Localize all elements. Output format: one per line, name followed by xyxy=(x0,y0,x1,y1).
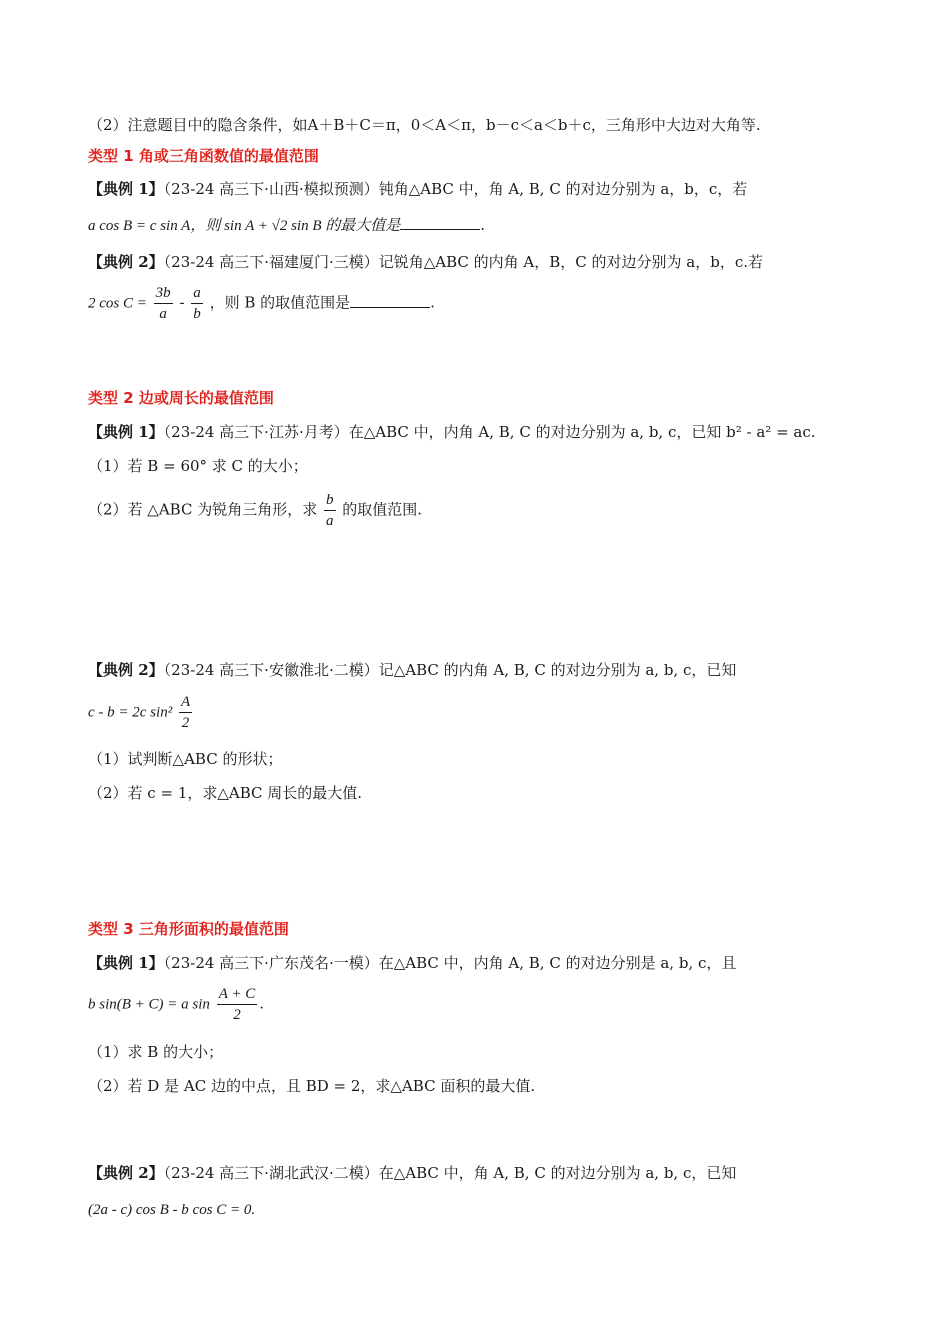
type3-ex1-equation xyxy=(88,984,264,1025)
type3-ex1-text: （23-24 高三下·广东茂名·一模）在△ABC 中，内角 A, B, C 的对边分别是 a, b, c，且 xyxy=(163,954,737,972)
eq-prefix: 2 cos C = xyxy=(88,295,147,312)
type1-title: 类型 1 角或三角函数值的最值范围 xyxy=(88,147,319,165)
type1-ex2-text: （23-24 高三下·福建厦门·三模）记锐角△ABC 的内角 A，B，C 的对边分别为 a，b，c.若 xyxy=(163,253,763,271)
example-label: 【典例 2】 xyxy=(88,1164,164,1182)
eq-suffix: ，则 B 的取值范围是 xyxy=(209,293,351,312)
type3-ex1-q1: （1）求 B 的大小； xyxy=(88,1043,224,1061)
fraction-A-2 xyxy=(179,692,192,733)
fraction-3b-a xyxy=(154,283,173,324)
equation: (2a - c) cos B - b cos C = 0. xyxy=(88,1202,256,1218)
type3-ex1-line1 xyxy=(88,952,736,974)
type2-ex1-q1: （1）若 B = 60° 求 C 的大小； xyxy=(88,457,308,475)
type1-ex1-text: （23-24 高三下·山西·模拟预测）钝角△ABC 中，角 A, B, C 的对边分别为 a，b，c，若 xyxy=(163,180,748,198)
type2-ex2-q1: （1）试判断△ABC 的形状； xyxy=(88,750,283,768)
type2-ex1-q2 xyxy=(88,490,422,531)
type2-ex2-q2: （2）若 c = 1，求△ABC 周长的最大值. xyxy=(88,784,363,802)
type1-ex1-line2 xyxy=(88,214,485,237)
example-label: 【典例 1】 xyxy=(88,180,164,198)
type2-ex2-equation xyxy=(88,692,194,733)
type1-ex2-line2 xyxy=(88,283,435,324)
q2-prefix: （2）若 △ABC 为锐角三角形，求 xyxy=(88,500,318,519)
fraction-a-b xyxy=(191,283,203,324)
type3-ex2-equation xyxy=(88,1198,255,1221)
type3-ex1-q2: （2）若 D 是 AC 边的中点，且 BD = 2，求△ABC 面积的最大值. xyxy=(88,1077,536,1095)
answer-blank xyxy=(400,215,480,230)
example-label: 【典例 2】 xyxy=(88,253,164,271)
type1-ex2-line1 xyxy=(88,251,763,273)
period: . xyxy=(480,216,486,234)
eq-prefix: b sin(B + C) = a sin xyxy=(88,996,210,1013)
type3-ex2-line1 xyxy=(88,1162,736,1184)
frac-den: 2 xyxy=(181,715,190,731)
example-label: 【典例 1】 xyxy=(88,954,164,972)
type2-ex1-text: （23-24 高三下·江苏·月考）在△ABC 中，内角 A, B, C 的对边分别为 a, b, c，已知 b² - a² = ac. xyxy=(163,423,816,441)
type3-ex2-text: （23-24 高三下·湖北武汉·二模）在△ABC 中，角 A, B, C 的对边分别为 a, b, c，已知 xyxy=(163,1164,737,1182)
period: . xyxy=(259,994,265,1013)
fraction-b-a xyxy=(324,490,336,531)
intro-note xyxy=(88,114,761,136)
type2-ex2-line1 xyxy=(88,659,736,681)
frac-den: 2 xyxy=(233,1007,241,1023)
frac-num: 3b xyxy=(154,283,173,304)
frac-num: A xyxy=(179,692,192,713)
frac-den: a xyxy=(159,306,167,322)
type2-ex2-text: （23-24 高三下·安徽淮北·二模）记△ABC 的内角 A, B, C 的对边分别为 a, b, c，已知 xyxy=(163,661,737,679)
period: . xyxy=(430,293,435,312)
intro-text: （2）注意题目中的隐含条件，如A＋B＋C＝π，0＜A＜π，b－c＜a＜b＋c，三角形中大边对大角等. xyxy=(88,116,761,134)
type1-ex1-equation: a cos B = c sin A，则 sin A + √2 sin B 的最大值是 xyxy=(88,218,401,234)
frac-num: A + C xyxy=(217,984,258,1005)
type3-title: 类型 3 三角形面积的最值范围 xyxy=(88,920,289,938)
frac-num: b xyxy=(324,490,336,511)
type2-ex1-line1 xyxy=(88,421,816,443)
type2-title: 类型 2 边或周长的最值范围 xyxy=(88,389,274,407)
answer-blank xyxy=(350,293,430,308)
fraction-AplusC-2 xyxy=(217,984,258,1025)
example-label: 【典例 2】 xyxy=(88,661,164,679)
frac-den: a xyxy=(326,513,334,529)
example-label: 【典例 1】 xyxy=(88,423,164,441)
minus-sign: - xyxy=(179,293,185,312)
frac-den: b xyxy=(193,306,201,322)
type1-ex1-line1 xyxy=(88,178,747,200)
eq-prefix: c - b = 2c sin² xyxy=(88,704,173,721)
frac-num: a xyxy=(191,283,203,304)
q2-suffix: 的取值范围. xyxy=(342,500,423,519)
